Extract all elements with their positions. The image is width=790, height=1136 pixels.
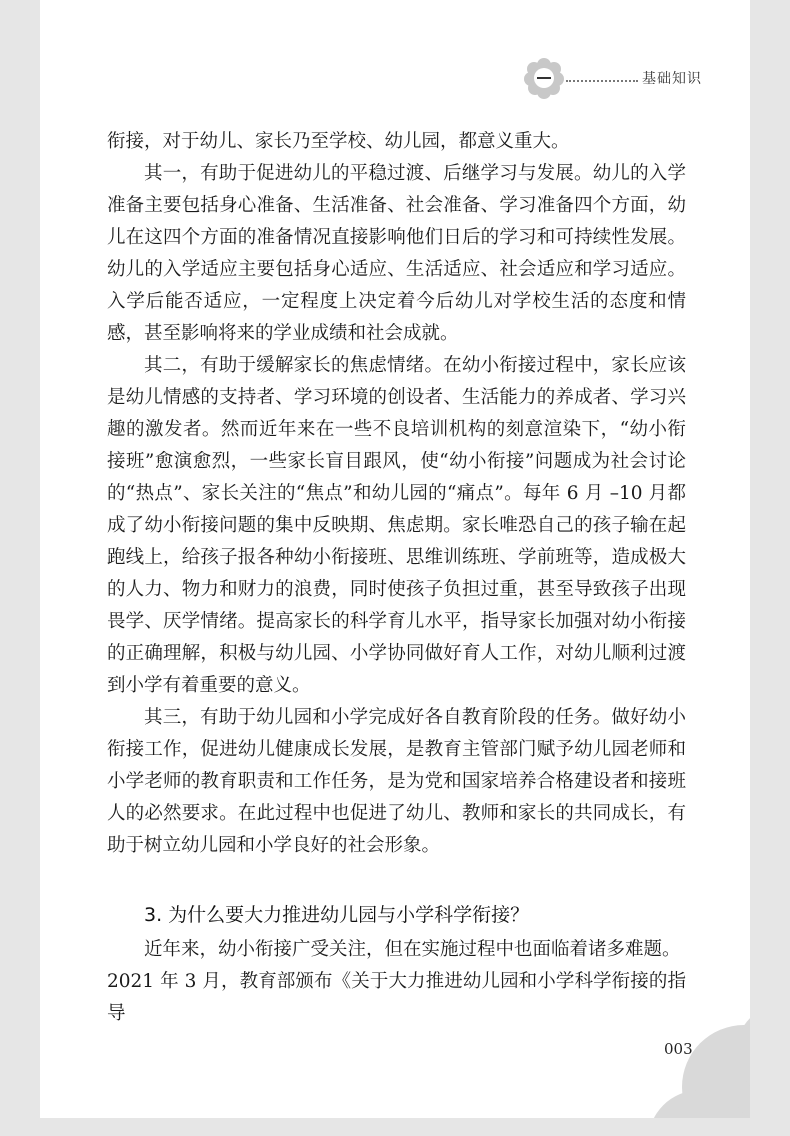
page-number: 003	[664, 1040, 693, 1058]
section-text	[107, 934, 686, 1030]
paragraph: 其三，有助于幼儿园和小学完成好各自教育阶段的任务。做好幼小衔接工作，促进幼儿健康成长发展，是教育主管部门赋予幼儿园老师和小学老师的教育职责和工作任务，是为党和国家培养合格建设者和接班人的必然要求。在此过程中也促进了幼儿、教师和家长的共同成长，有助于树立幼儿园和小学良好的社会形象。	[107, 707, 686, 856]
paragraph: 近年来，幼小衔接广受关注，但在实施过程中也面临着诸多难题。	[144, 939, 681, 960]
header-title: 基础知识	[642, 71, 702, 87]
paragraph: 其一，有助于促进幼儿的平稳过渡、后继学习与发展。幼儿的入学准备主要包括身心准备、生活准备、社会准备、学习准备四个方面，幼儿在这四个方面的准备情况直接影响他们日后的学习和可持续性发展。幼儿的入学适应主要包括身心适应、生活适应、社会适应和学习适应。入学后能否适应，一定程度上决定着今后幼儿对学校生活的态度和情感，甚至影响将来的学业成绩和社会成就。	[107, 163, 686, 344]
header-dotted-line	[566, 80, 638, 82]
section-heading: 3. 为什么要大力推进幼儿园与小学科学衔接？	[144, 904, 530, 926]
running-header	[522, 56, 732, 100]
main-text	[107, 126, 686, 862]
paragraph: 2021 年 3 月，教育部颁布《关于大力推进幼儿园和小学科学衔接的指导	[107, 971, 686, 1024]
book-page	[40, 0, 750, 1118]
paragraph: 衔接，对于幼儿、家长乃至学校、幼儿园，都意义重大。	[107, 131, 570, 152]
flower-icon	[522, 56, 566, 100]
paragraph: 其二，有助于缓解家长的焦虑情绪。在幼小衔接过程中，家长应该是幼儿情感的支持者、学习环境的创设者、生活能力的养成者、学习兴趣的激发者。然而近年来在一些不良培训机构的刻意渲染下，“幼小衔接班”愈演愈烈，一些家长盲目跟风，使“幼小衔接”问题成为社会讨论的“热点”、家长关注的“焦点”和幼儿园的“痛点”。每年 6 月 –10 月都成了幼小衔接问题的集中反映期、焦虑期。家长唯恐自己的孩子输在起跑线上，给孩子报各种幼小衔接班、思维训练班、学前班等，造成极大的人力、物力和财力的浪费，同时使孩子负担过重，甚至导致孩子出现畏学、厌学情绪。提高家长的科学育儿水平，指导家长加强对幼小衔接的正确理解，积极与幼儿园、小学协同做好育人工作，对幼儿顺利过渡到小学有着重要的意义。	[107, 355, 686, 696]
